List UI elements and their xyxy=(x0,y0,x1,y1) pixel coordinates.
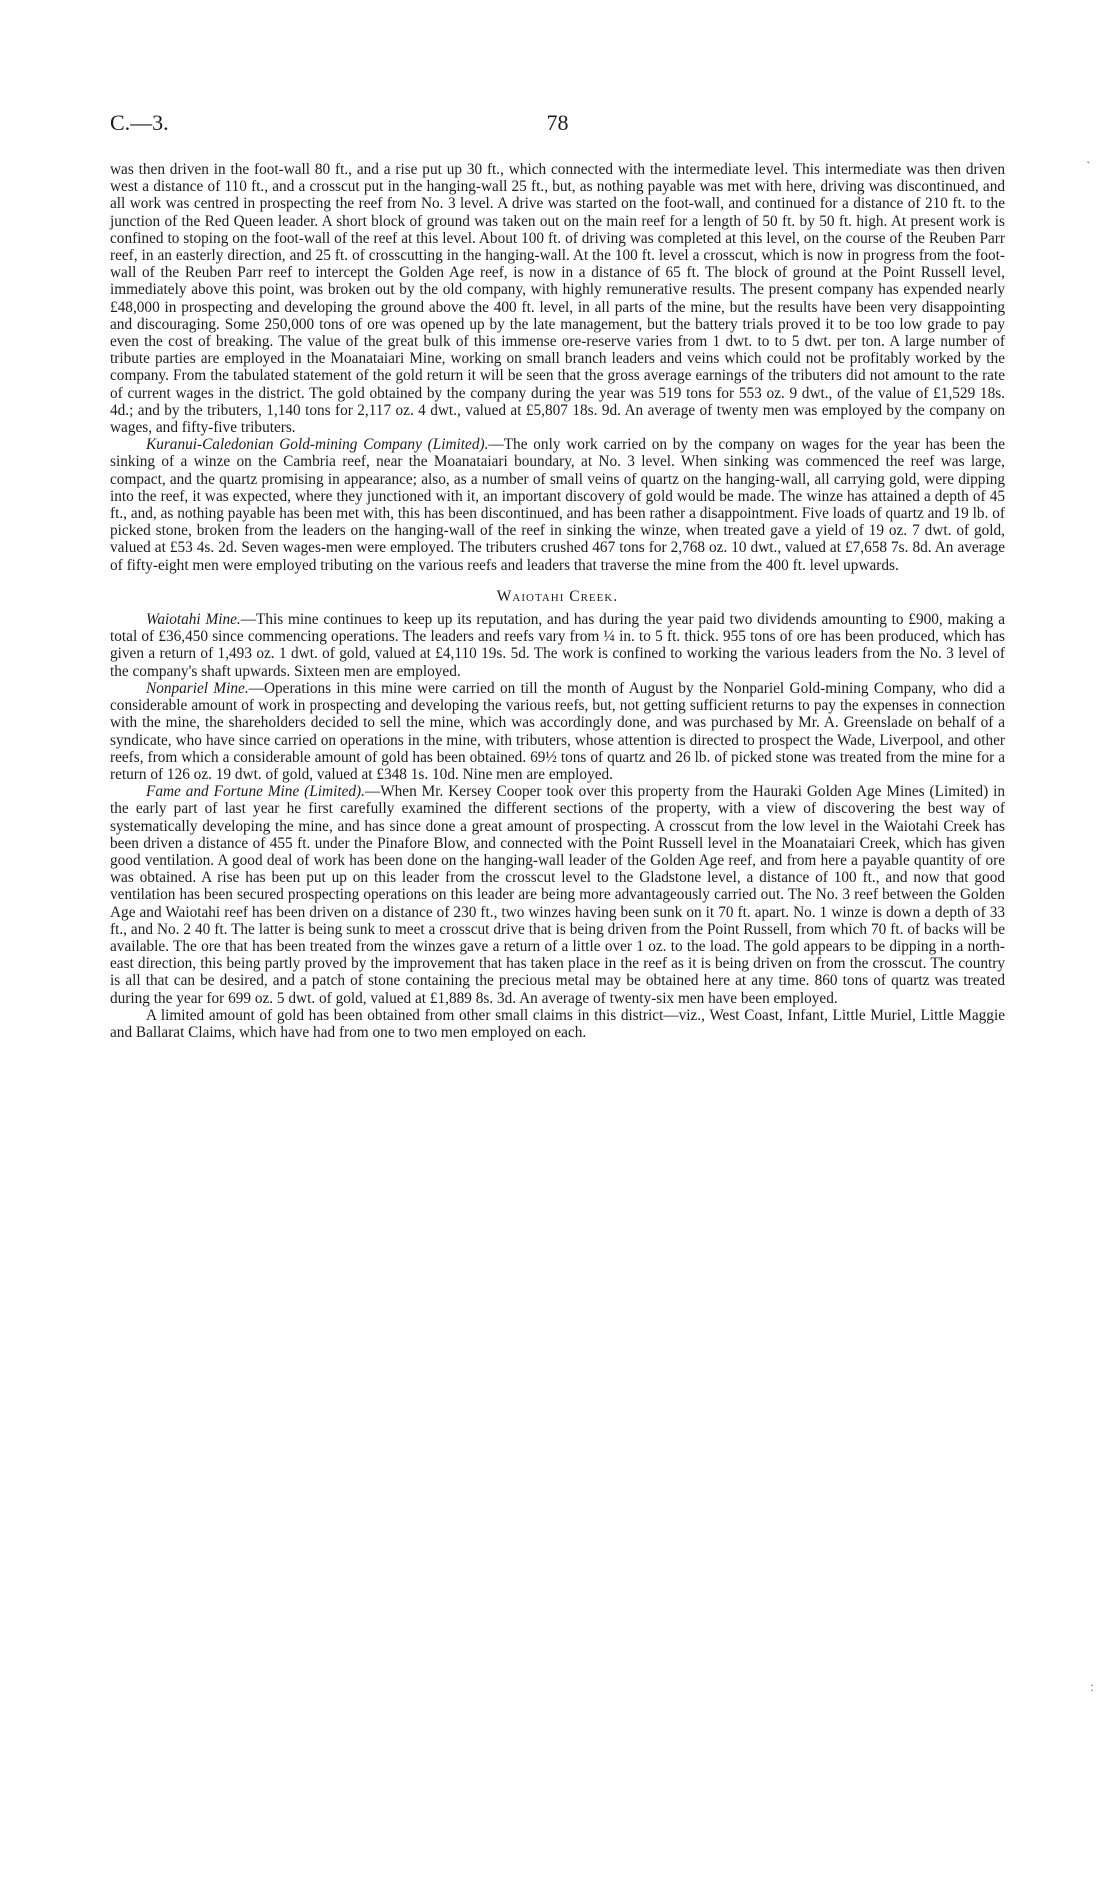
fame-and-fortune-paragraph xyxy=(110,783,1005,1007)
document-body xyxy=(110,161,1005,1041)
page-number: 78 xyxy=(546,110,569,135)
nonpariel-mine-title: Nonpariel Mine. xyxy=(146,679,249,697)
fame-and-fortune-title: Fame and Fortune Mine (Limited). xyxy=(146,783,365,801)
waiotahi-mine-title: Waiotahi Mine. xyxy=(146,611,241,629)
document-reference: C.—3. xyxy=(110,110,169,135)
page-header xyxy=(110,110,1005,144)
waiotahi-creek-heading: Waiotahi Creek. xyxy=(496,587,619,605)
kuranui-caledonian-title: Kuranui-Caledonian Gold-mining Company (Limited). xyxy=(146,436,489,454)
nonpariel-mine-paragraph xyxy=(110,680,1005,783)
margin-tick-mark: ` xyxy=(1086,160,1091,175)
moanataiari-continuation-paragraph: was then driven in the foot-wall 80 ft., and a rise put up 30 ft., which connected with the intermediate level. This intermediate was then driven west a distance of 110 ft., and a crosscut put in the hanging-wall 25 ft., but, as nothing payable was met with here, driving was discontinued, and all work was centred in prospecting the reef from No. 3 level. A drive was started on the foot-wall, and continued for a distance of 210 ft. to the junction of the Red Queen leader. A short block of ground was taken out on the main reef for a length of 50 ft. by 50 ft. high. At present work is confined to stoping on the foot-wall of the reef at this level. About 100 ft. of driving was completed at this level, on the course of the Reuben Parr reef, in an easterly direction, and 25 ft. of crosscutting in the hanging-wall. At the 100 ft. level a crosscut, which is now in progress from the foot-wall of the Reuben Parr reef to intercept the Golden Age reef, is now in a distance of 65 ft. The block of ground at the Point Russell level, immediately above this point, was broken out by the old company, with highly remunerative results. The present company has expended nearly £48,000 in prospecting and developing the ground above the 400 ft. level, in all parts of the mine, but the results have been very disappointing and discouraging. Some 250,000 tons of ore was opened up by the late management, but the battery trials proved it to be too low grade to pay even the cost of breaking. The value of the great bulk of this immense ore-reserve varies from 1 dwt. to to 5 dwt. per ton. A large number of tribute parties are employed in the Moanataiari Mine, working on small branch leaders and veins which could not be profitably worked by the company. From the tabulated statement of the gold return it will be seen that the gross average earnings of the tributers did not amount to the rate of current wages in the district. The gold obtained by the company during the year was 519 tons for 553 oz. 9 dwt., of the value of £1,529 18s. 4d.; and by the tributers, 1,140 tons for 2,117 oz. 4 dwt., valued at £5,807 18s. 9d. An average of twenty men was employed by the company on wages, and fifty-five tributers. xyxy=(110,161,1005,437)
fame-and-fortune-text: —When Mr. Kersey Cooper took over this property from the Hauraki Golden Age Mines (Limited) in the early part of last year he first carefully examined the different sections of the property, with a view of discovering the best way of systematically developing the mine, and has since done a great amount of prospecting. A crosscut from the low level in the Waiotahi Creek has been driven a distance of 455 ft. under the Pinafore Blow, and connected with the Point Russell level in the Moanataiari Creek, which has given good ventilation. A good deal of work has been done on the hanging-wall leader of the Golden Age reef, and from here a payable quantity of ore was obtained. A rise has been put up on this leader from the crosscut level to the Gladstone level, a distance of 100 ft., and now that good ventilation has been secured prospecting operations on this leader are being more advantageously carried out. The No. 3 reef between the Golden Age and Waiotahi reef has been driven on a distance of 230 ft., two winzes having been sunk on it 70 ft. apart. No. 1 winze is down a depth of 33 ft., and No. 2 40 ft. The latter is being sunk to meet a crosscut drive that is being driven from the Point Russell, from which 70 ft. of backs will be available. The ore that has been treated from the winzes gave a return of a little over 1 oz. to the load. The gold appears to be dipping in a north-east direction, this being partly proved by the improvement that has taken place in the reef as it is being driven on from the crosscut. The country is all that can be desired, and a patch of stone containing the precious metal may be obtained here at any time. 860 tons of quartz was treated during the year for 699 oz. 5 dwt. of gold, valued at £1,889 8s. 3d. An average of twenty-six men have been employed. xyxy=(110,783,1005,1007)
kuranui-caledonian-text: —The only work carried on by the company on wages for the year has been the sinking of a winze on the Cambria reef, near the Moanataiari boundary, at No. 3 level. When sinking was commenced the reef was large, compact, and the quartz promising in appearance; also, as a number of small veins of quartz on the hanging-wall, all carrying gold, were dipping into the reef, it was expected, where they junctioned with it, an important discovery of gold would be made. The winze has attained a depth of 45 ft., and, as nothing payable has been met with, this has been discontinued, and has been rather a disappointment. Five loads of quartz and 19 lb. of picked stone, broken from the leaders on the hanging-wall of the reef in sinking the winze, when treated gave a yield of 19 oz. 7 dwt. of gold, valued at £53 4s. 2d. Seven wages-men were employed. The tributers crushed 467 tons for 2,768 oz. 10 dwt., valued at £7,658 7s. 8d. An average of fifty-eight men were employed tributing on the various reefs and leaders that traverse the mine from the 400 ft. level upwards. xyxy=(110,436,1005,574)
kuranui-caledonian-paragraph xyxy=(110,436,1005,574)
waiotahi-mine-text: —This mine continues to keep up its reputation, and has during the year paid two dividends amounting to £900, making a total of £36,450 since commencing operations. The leaders and reefs vary from ¼ in. to 5 ft. thick. 955 tons of ore has been produced, which has given a return of 1,493 oz. 1 dwt. of gold, valued at £4,110 19s. 5d. The work is confined to working the various leaders from the No. 3 level of the company's shaft upwards. Sixteen men are employed. xyxy=(110,611,1005,680)
waiotahi-mine-paragraph xyxy=(110,611,1005,680)
other-claims-paragraph: A limited amount of gold has been obtained from other small claims in this district—viz., West Coast, Infant, Little Muriel, Little Maggie and Ballarat Claims, which have had from one to two men employed on each. xyxy=(110,1006,1005,1041)
nonpariel-mine-text: —Operations in this mine were carried on till the month of August by the Nonpariel Gold-mining Company, who did a considerable amount of work in prospecting and developing the various reefs, but, not getting sufficient returns to pay the expenses in connection with the mine, the shareholders decided to sell the mine, which was accordingly done, and was purchased by Mr. A. Greenslade on behalf of a syndicate, who have since carried on operations in the mine, with tributers, whose attention is directed to prospect the Wade, Liverpool, and other reefs, from which a considerable amount of gold has been obtained. 69½ tons of quartz and 26 lb. of picked stone was treated from the mine for a return of 126 oz. 19 dwt. of gold, valued at £348 1s. 10d. Nine men are employed. xyxy=(110,679,1005,783)
margin-scan-mark: : xyxy=(1090,1680,1094,1695)
